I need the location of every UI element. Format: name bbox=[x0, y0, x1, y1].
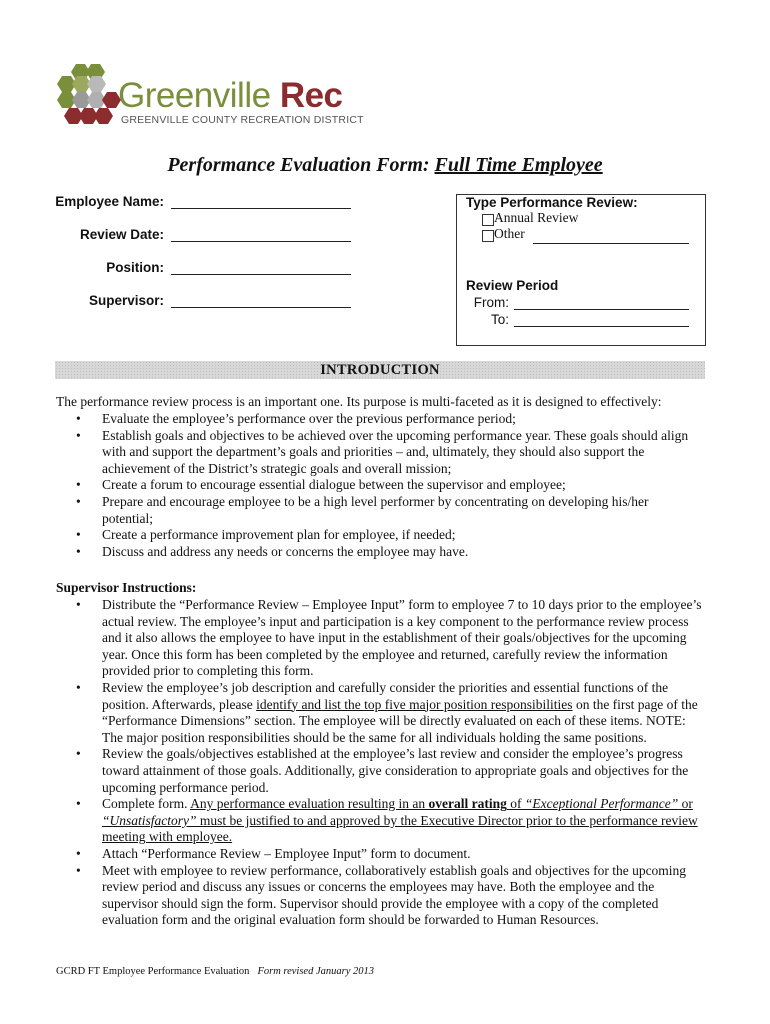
introduction-heading: INTRODUCTION bbox=[320, 362, 440, 378]
supervisor-label: Supervisor: bbox=[88, 293, 164, 308]
list-item: • Review the employee’s job description and carefully consider the priorities and essential functions of the position. Afterwards, please identify and list the top five major position responsibilities on the first page of the “Performance Dimensions” section. The employee will be directly evaluated on each of these items. NOTE: The major position responsibilities should be the same for all individuals holding the same positions. bbox=[76, 679, 698, 745]
hexagon-cluster-icon bbox=[57, 64, 121, 124]
to-label: To: bbox=[490, 312, 509, 327]
list-item: • Create a performance improvement plan for employee, if needed; bbox=[76, 527, 456, 543]
list-item: • Attach “Performance Review – Employee Input” form to document. bbox=[76, 845, 471, 861]
list-item: • Prepare and encourage employee to be a high level performer by concentrating on developing his/her potential; bbox=[76, 493, 649, 526]
review-type-heading: Type Performance Review: bbox=[466, 195, 638, 210]
other-field[interactable] bbox=[533, 243, 689, 244]
logo-wordmark: Greenville Rec bbox=[118, 76, 343, 115]
other-checkbox[interactable] bbox=[482, 230, 494, 242]
list-item: • Complete form. Any performance evaluation resulting in an overall rating of “Exceptional Performance” or “Unsatisfactory” must be justified to and approved by the Executive Director prior to the performance review meeting with employee. bbox=[76, 796, 698, 845]
to-date-field[interactable] bbox=[514, 326, 689, 327]
intro-paragraph: The performance review process is an important one. Its purpose is multi-faceted as it is designed to effectively: bbox=[56, 394, 662, 409]
review-date-label: Review Date: bbox=[79, 227, 164, 242]
position-label: Position: bbox=[106, 260, 164, 275]
position-field[interactable] bbox=[171, 274, 351, 275]
list-item: • Evaluate the employee’s performance over the previous performance period; bbox=[76, 411, 516, 426]
list-item: • Create a forum to encourage essential dialogue between the supervisor and employee; bbox=[76, 477, 566, 493]
list-item: • Distribute the “Performance Review – Employee Input” form to employee 7 to 10 days prior to the employee’s actual review. The employee’s input and participation is a key component to the performance review process and it also allows the employee to have input in the establishment of their goals/objectives for the upcoming year. Once this form has been completed by the employee and returned, carefully review the information provided prior to completing this form. bbox=[76, 597, 702, 679]
annual-review-label: Annual Review bbox=[494, 210, 579, 225]
review-date-field[interactable] bbox=[171, 241, 351, 242]
introduction-banner bbox=[55, 361, 705, 379]
list-item: • Discuss and address any needs or concerns the employee may have. bbox=[76, 543, 469, 559]
supervisor-bullet-list bbox=[56, 597, 702, 929]
employee-name-label: Employee Name: bbox=[55, 194, 164, 209]
from-date-field[interactable] bbox=[514, 309, 689, 310]
supervisor-field[interactable] bbox=[171, 307, 351, 308]
intro-bullet-list bbox=[56, 411, 702, 560]
employee-name-field[interactable] bbox=[171, 208, 351, 209]
other-label: Other bbox=[494, 226, 525, 241]
supervisor-instructions-heading: Supervisor Instructions: bbox=[56, 580, 197, 595]
review-period-heading: Review Period bbox=[466, 278, 559, 293]
annual-review-checkbox[interactable] bbox=[482, 214, 494, 226]
page-title: Performance Evaluation Form: Full Time Employee bbox=[167, 154, 603, 176]
list-item: • Meet with employee to review performance, collaboratively establish goals and objectives for the upcoming review period and discuss any issues or concerns the employees may have. Both the employee and the supervisor should sign the form. Supervisor should provide the employee with a copy of the completed evaluation form and the original evaluation form should be forwarded to Human Resources. bbox=[76, 862, 687, 928]
from-label: From: bbox=[473, 295, 509, 310]
review-type-box bbox=[456, 194, 706, 346]
list-item: • Review the goals/objectives established at the employee’s last review and consider the employee’s progress toward attainment of those goals. Additionally, give consideration to appropriate goals and objectives for the upcoming performance period. bbox=[76, 746, 689, 795]
page-footer: GCRD FT Employee Performance Evaluation Form revised January 2013 bbox=[56, 966, 374, 977]
logo-subtitle: GREENVILLE COUNTY RECREATION DISTRICT bbox=[121, 114, 364, 126]
list-item: • Establish goals and objectives to be achieved over the upcoming performance year. These goals should align with and support the department’s goals and priorities – and, ultimately, they should also support the achievement of the District’s strategic goals and overall mission; bbox=[76, 427, 689, 476]
